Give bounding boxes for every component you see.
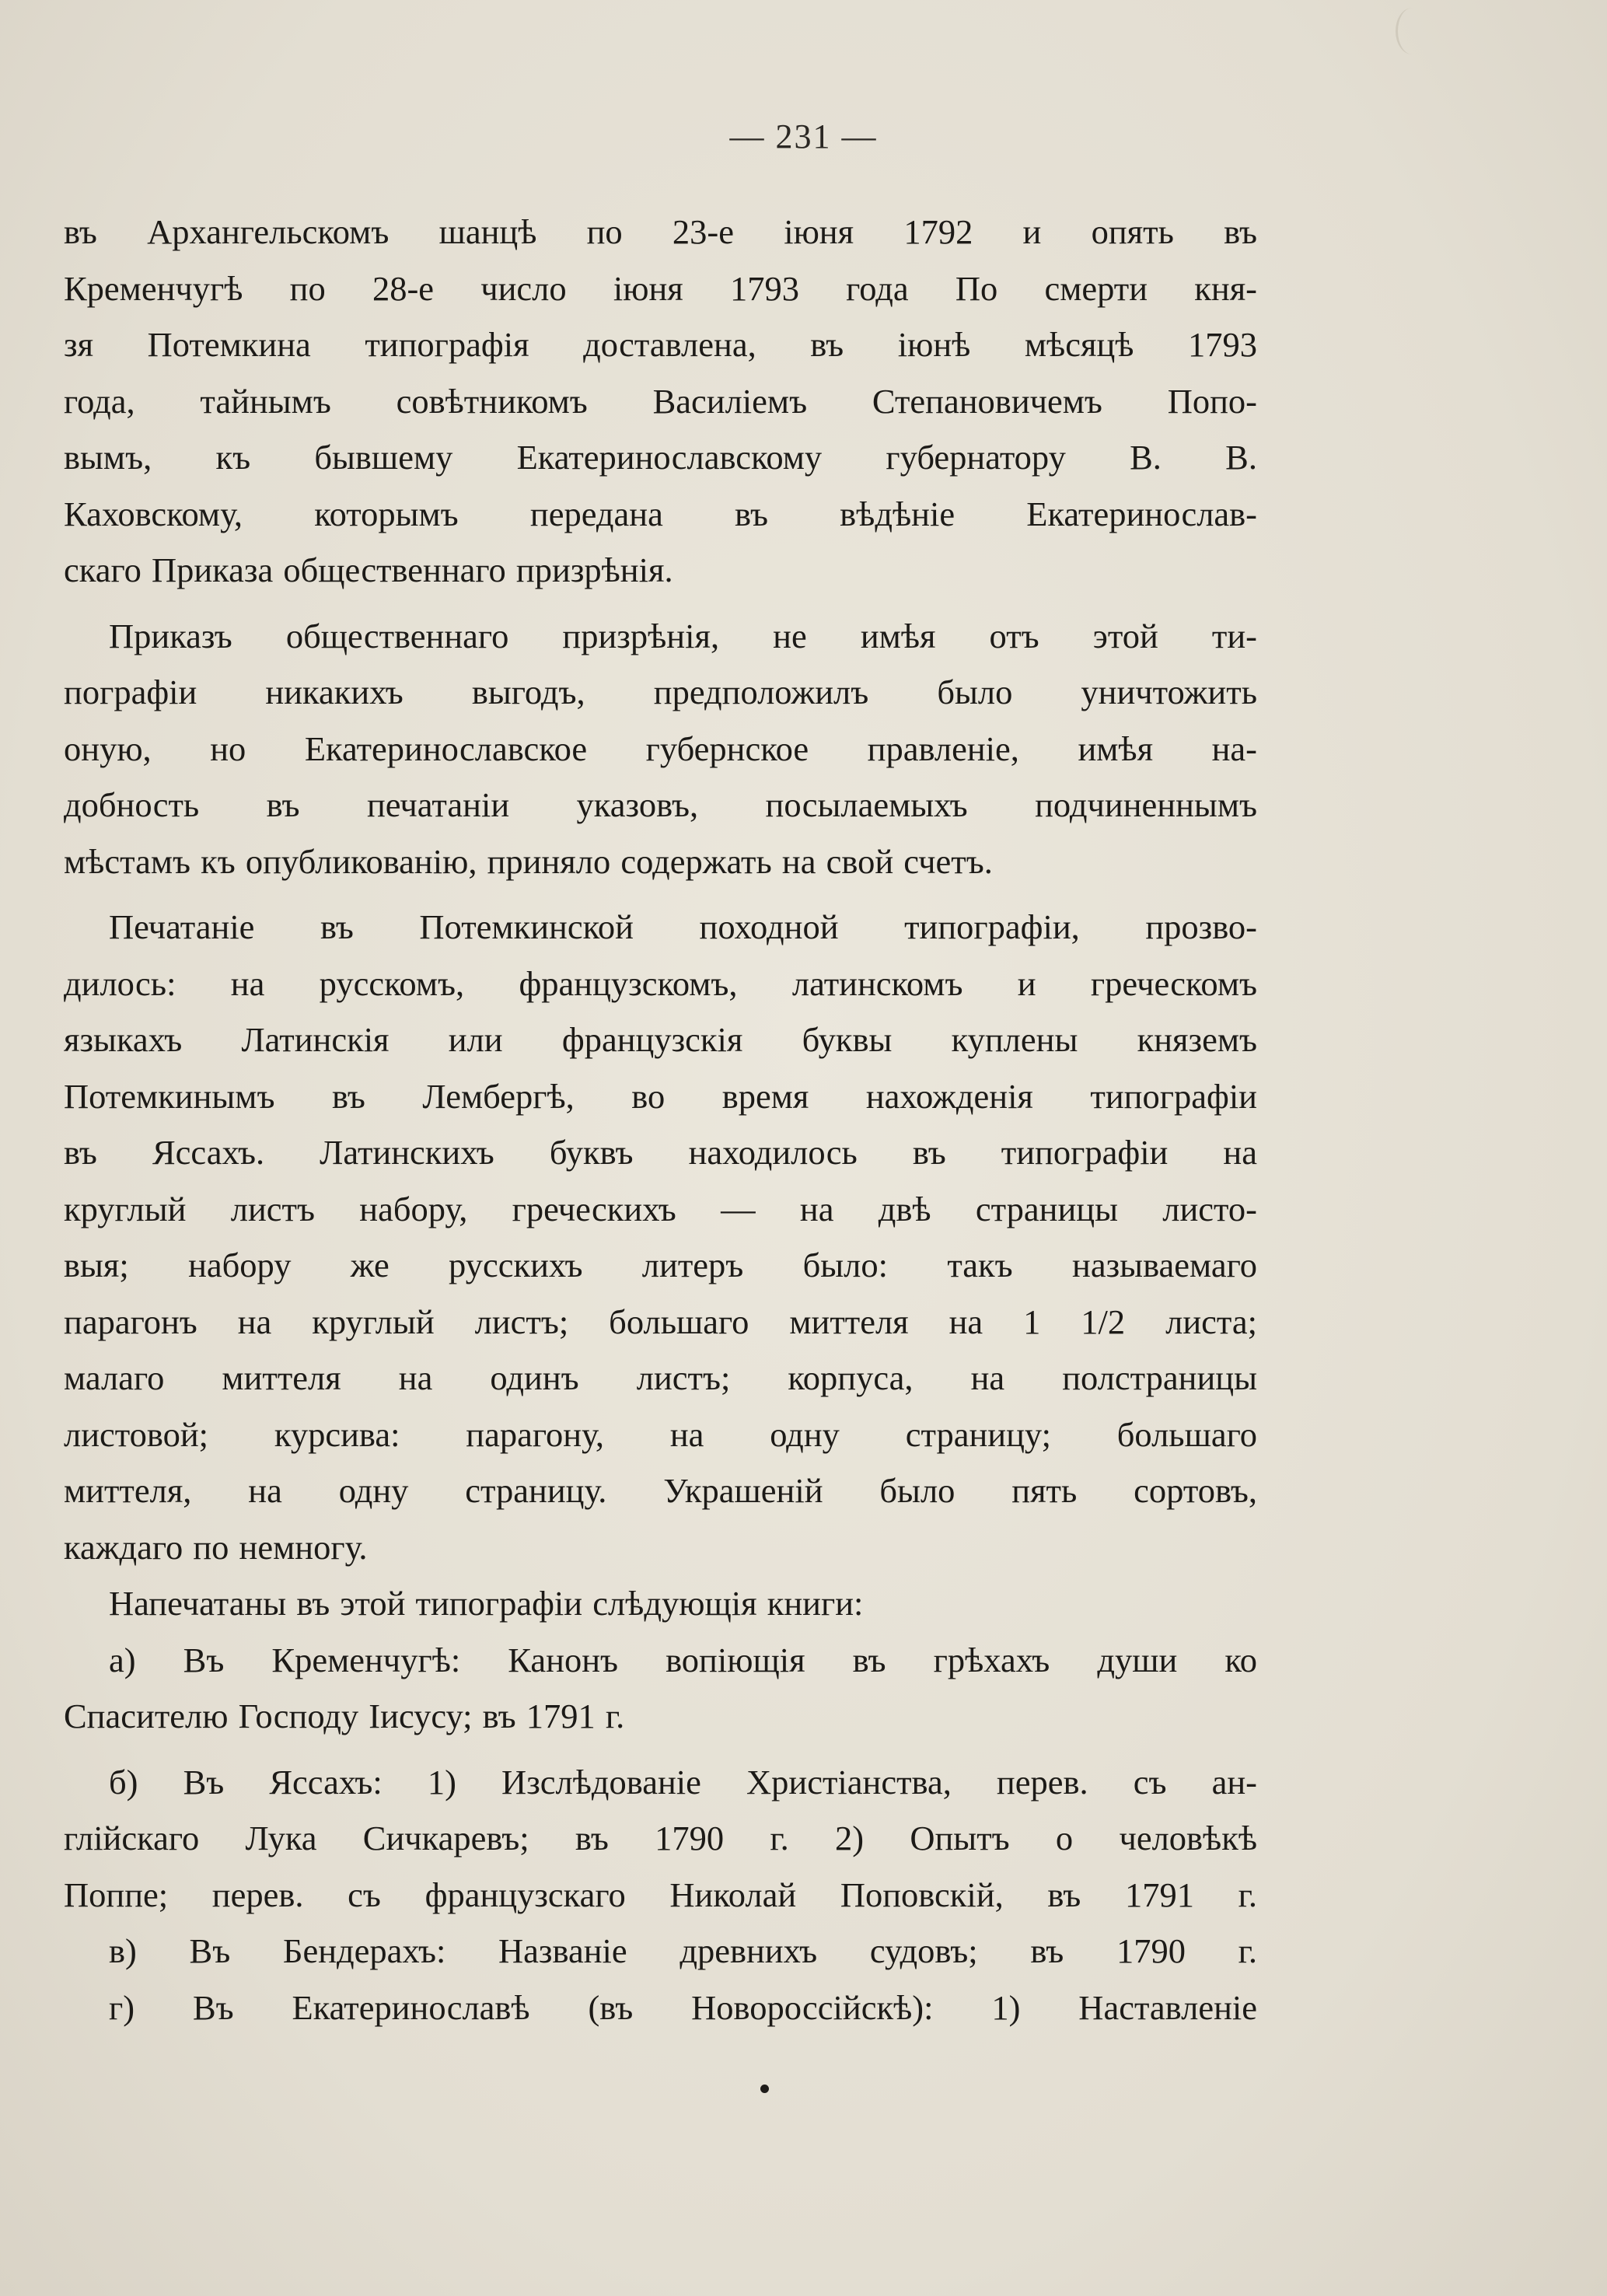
text-line: Приказъ общественнаго призрѣнія, не имѣя отъ этой ти- <box>109 616 1257 655</box>
text-line: миттеля, на одну страницу. Украшеній было пять сортовъ, <box>64 1471 1257 1510</box>
text-line: Кременчугѣ по 28-е число іюня 1793 года По смерти кня- <box>64 268 1257 308</box>
printer-dot-mark <box>760 2085 769 2093</box>
text-line: выя; набору же русскихъ литеръ было: такъ называемаго <box>64 1246 1257 1284</box>
text-line: а) Въ Кременчугѣ: Канонъ вопіющія въ грѣхахъ души ко <box>109 1640 1257 1679</box>
text-line: Поппе; перев. съ французскаго Николай Поповскій, въ 1791 г. <box>64 1875 1257 1914</box>
body-text <box>64 204 1257 2036</box>
text-line: Печатаніе въ Потемкинской походной типографіи, прозво- <box>109 907 1257 946</box>
corner-pencil-mark <box>1396 8 1429 54</box>
text-line: листовой; курсива: парагону, на одну страницу; большаго <box>64 1414 1257 1454</box>
text-line: дилось: на русскомъ, французскомъ, латинскомъ и греческомъ <box>64 963 1257 1003</box>
text-line: скаго Приказа общественнаго призрѣнія. <box>64 550 673 589</box>
text-line: зя Потемкина типографія доставлена, въ іюнѣ мѣсяцѣ 1793 <box>64 325 1257 364</box>
text-line: г) Въ Екатеринославѣ (въ Новороссійскѣ): 1) Наставленіе <box>109 1987 1257 2027</box>
text-line: круглый листъ набору, греческихъ — на двѣ страницы листо- <box>64 1189 1257 1228</box>
text-line: глійскаго Лука Сичкаревъ; въ 1790 г. 2) Опытъ о человѣкѣ <box>64 1819 1257 1857</box>
text-line: добность въ печатаніи указовъ, посылаемыхъ подчиненнымъ <box>64 785 1257 824</box>
text-line: малаго миттеля на одинъ листъ; корпуса, на полстраницы <box>64 1358 1257 1397</box>
text-line: мѣстамъ къ опубликованію, приняло содержать на свой счетъ. <box>64 841 993 881</box>
text-line: в) Въ Бендерахъ: Названіе древнихъ судовъ; въ 1790 г. <box>109 1931 1257 1970</box>
text-line: Каховскому, которымъ передана въ вѣдѣніе Екатеринослав- <box>64 494 1257 533</box>
text-line: года, тайнымъ совѣтникомъ Василіемъ Степановичемъ Попо- <box>64 381 1257 421</box>
text-line: Напечатаны въ этой типографіи слѣдующія книги: <box>109 1584 864 1623</box>
text-line: пографіи никакихъ выгодъ, предположилъ было уничтожить <box>64 673 1257 711</box>
text-line: вымъ, къ бывшему Екатеринославскому губернатору В. В. <box>64 438 1257 477</box>
text-line: оную, но Екатеринославское губернское правленіе, имѣя на- <box>64 729 1257 768</box>
page-number: — 231 — <box>729 117 878 156</box>
text-line: языкахъ Латинскія или французскія буквы куплены княземъ <box>64 1020 1257 1059</box>
text-line: въ Архангельскомъ шанцѣ по 23-е іюня 1792 и опять въ <box>64 212 1257 251</box>
text-line: въ Яссахъ. Латинскихъ буквъ находилось въ типографіи на <box>64 1133 1257 1172</box>
text-line: парагонъ на круглый листъ; большаго миттеля на 1 1/2 листа; <box>64 1302 1257 1341</box>
text-line: б) Въ Яссахъ: 1) Изслѣдованіе Христіанства, перев. съ ан- <box>109 1762 1257 1802</box>
text-line: каждаго по немногу. <box>64 1527 368 1567</box>
text-line: Спасителю Господу Іисусу; въ 1791 г. <box>64 1697 625 1735</box>
text-line: Потемкинымъ въ Лембергѣ, во время нахожденія типографіи <box>64 1076 1257 1116</box>
